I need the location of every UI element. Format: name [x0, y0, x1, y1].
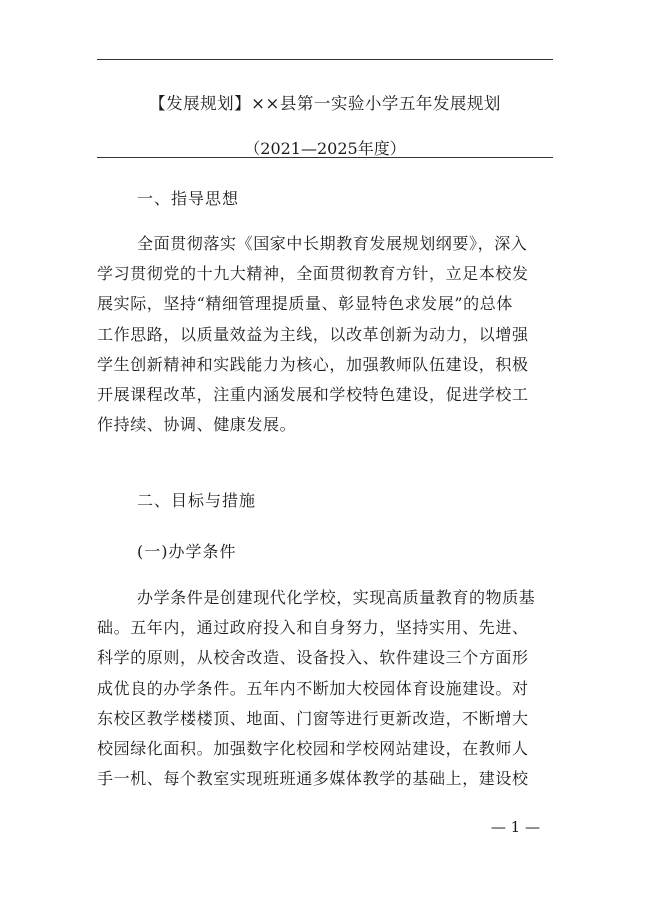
paragraph-line: 科学的原则，从校舍改造、设备投入、软件建设三个方面形	[97, 648, 529, 668]
paragraph-line: 成优良的办学条件。五年内不断加大校园体育设施建设。对	[97, 678, 529, 698]
paragraph-line: 开展课程改革，注重内涵发展和学校特色建设，促进学校工	[97, 384, 529, 404]
paragraph-line: 东校区教学楼楼顶、地面、门窗等进行更新改造，不断增大	[97, 708, 529, 728]
section-heading-guiding-ideology: 一、指导思想	[137, 189, 240, 208]
header-rule	[97, 59, 553, 60]
document-subtitle: （2021—2025年度）	[244, 139, 406, 158]
section-heading-goals-measures: 二、目标与措施	[137, 491, 257, 510]
paragraph-line: 全面贯彻落实《国家中长期教育发展规划纲要》，深入	[137, 234, 528, 253]
paragraph-line: 校园绿化面积。加强数字化校园和学校网站建设，在教师人	[97, 738, 529, 758]
paragraph-line: 工作思路，以质量效益为主线，以改革创新为动力，以增强	[97, 324, 529, 344]
paragraph-line: 展实际，坚持“精细管理提质量、彰显特色求发展”的总体	[97, 294, 513, 314]
document-title: 【发展规划】××县第一实验小学五年发展规划	[149, 94, 501, 113]
paragraph-line: 手一机、每个教室实现班班通多媒体教学的基础上，建设校	[97, 769, 529, 789]
subsection-heading-school-conditions: (一)办学条件	[137, 542, 237, 561]
page-number: — 1 —	[490, 818, 540, 836]
paragraph-school-conditions	[97, 583, 553, 794]
paragraph-line: 学生创新精神和实践能力为核心，加强教师队伍建设，积极	[97, 354, 529, 374]
paragraph-line: 办学条件是创建现代化学校，实现高质量教育的物质基	[137, 588, 536, 607]
paragraph-line: 学习贯彻党的十九大精神，全面贯彻教育方针，立足本校发	[97, 264, 529, 284]
title-rule	[97, 157, 553, 158]
paragraph-line: 础。五年内，通过政府投入和自身努力，坚持实用、先进、	[97, 618, 529, 638]
paragraph-line: 作持续、协调、健康发展。	[97, 415, 297, 435]
paragraph-guiding-ideology	[97, 229, 553, 440]
